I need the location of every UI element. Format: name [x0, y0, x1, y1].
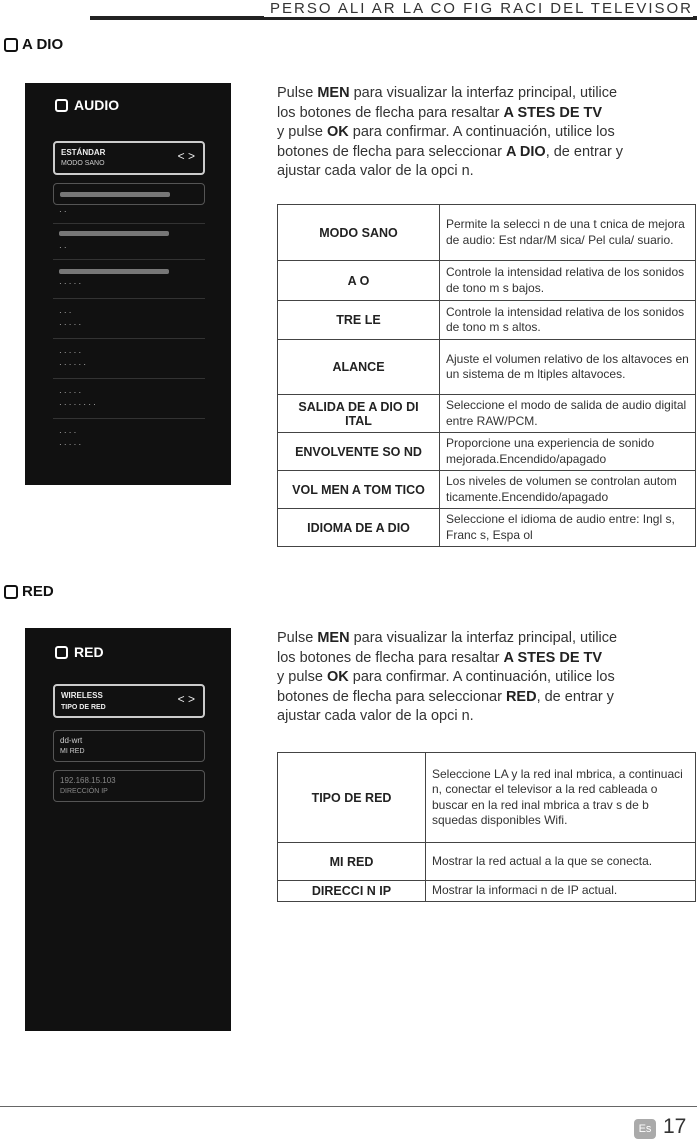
table-row: SALIDA DE A DIO DI ITAL Seleccione el modo de salida de audio digital entre RAW/PCM. [278, 395, 696, 433]
square-icon [4, 38, 18, 52]
tv-network-type-box [53, 684, 205, 718]
square-icon [55, 646, 68, 659]
audio-section-label: A DIO [22, 36, 64, 53]
tv-red-title: RED [55, 644, 104, 660]
audio-section-title [4, 36, 63, 53]
tv-my-network-box: dd-wrt MI RED [53, 730, 205, 762]
tv-mode-label: ESTÁNDAR [61, 148, 106, 157]
tv-bar-box [53, 183, 205, 205]
table-row: IDIOMA DE A DIO Seleccione el idioma de audio entre: Ingl s, Franc s, Espa ol [278, 509, 696, 547]
table-row: ENVOLVENTE SO ND Proporcione una experiencia de sonido mejorada.Encendido/apagado [278, 433, 696, 471]
tv-mode-sub: MODO SANO [61, 160, 105, 167]
square-icon [4, 585, 18, 599]
tv-audio-title: AUDIO [55, 97, 119, 113]
table-row: TIPO DE RED Seleccione LA y la red inal mbrica, a continuaci n, conectar el televisor a la red cableada o buscar en la red inal mbrica a trav s de b squedas disponibles Wifi. [278, 753, 696, 843]
table-row: MI RED Mostrar la red actual a la que se conecta. [278, 843, 696, 881]
red-settings-table [277, 752, 696, 902]
table-row: MODO SANO Permite la selecci n de una t cnica de mejora de audio: Est ndar/M sica/ Pel cula/ suario. [278, 205, 696, 261]
table-row: A O Controle la intensidad relativa de los sonidos de tono m s bajos. [278, 261, 696, 301]
footer-rule [0, 1106, 697, 1107]
page-number: 17 [663, 1115, 687, 1138]
language-badge: Es [634, 1119, 656, 1139]
red-tv-screenshot [25, 628, 231, 1031]
table-row: DIRECCI N IP Mostrar la informaci n de IP actual. [278, 881, 696, 902]
red-instructions: Pulse MEN para visualizar la interfaz principal, utilice los botones de flecha para resaltar A STES DE TV y pulse OK para confirmar. A continuación, utilice los botones de flecha para seleccionar RED, de entrar y ajustar cada valor de la opci n. [277, 630, 618, 724]
red-section-label: RED [22, 583, 54, 600]
table-row: VOL MEN A TOM TICO Los niveles de volumen se controlan autom ticamente.Encendido/apagado [278, 471, 696, 509]
audio-settings-table [277, 204, 696, 547]
tv-mode-box [53, 141, 205, 175]
tv-ip-box: 192.168.15.103 DIRECCIÓN IP [53, 770, 205, 802]
tv-mode-arrows: < > [177, 149, 195, 163]
red-section-title [4, 583, 54, 600]
page-header [0, 0, 697, 22]
tv-network-type-sub: TIPO DE RED [61, 704, 106, 711]
square-icon [55, 99, 68, 112]
audio-instructions: Pulse MEN para visualizar la interfaz principal, utilice los botones de flecha para resaltar A STES DE TV y pulse OK para confirmar. A continuación, utilice los botones de flecha para seleccionar A DIO, de entrar y ajustar cada valor de la opci n. [277, 85, 624, 179]
tv-network-arrows: < > [177, 692, 195, 706]
table-row: TRE LE Controle la intensidad relativa de los sonidos de tono m s altos. [278, 301, 696, 340]
tv-wireless-label: WIRELESS [61, 691, 103, 700]
audio-tv-screenshot: AUDIO ESTÁNDAR MODO SANO < > · · · · · · · · · · · · · · · · · · · · · · · · · · · · · · · · · · · · · · · · · · · · · · · · · · [25, 83, 231, 485]
table-row: ALANCE Ajuste el volumen relativo de los altavoces en un sistema de m ltiples altavoces. [278, 340, 696, 395]
page-header-title: PERSO ALI AR LA CO FIG RACI DEL TELEVISOR [264, 0, 693, 17]
